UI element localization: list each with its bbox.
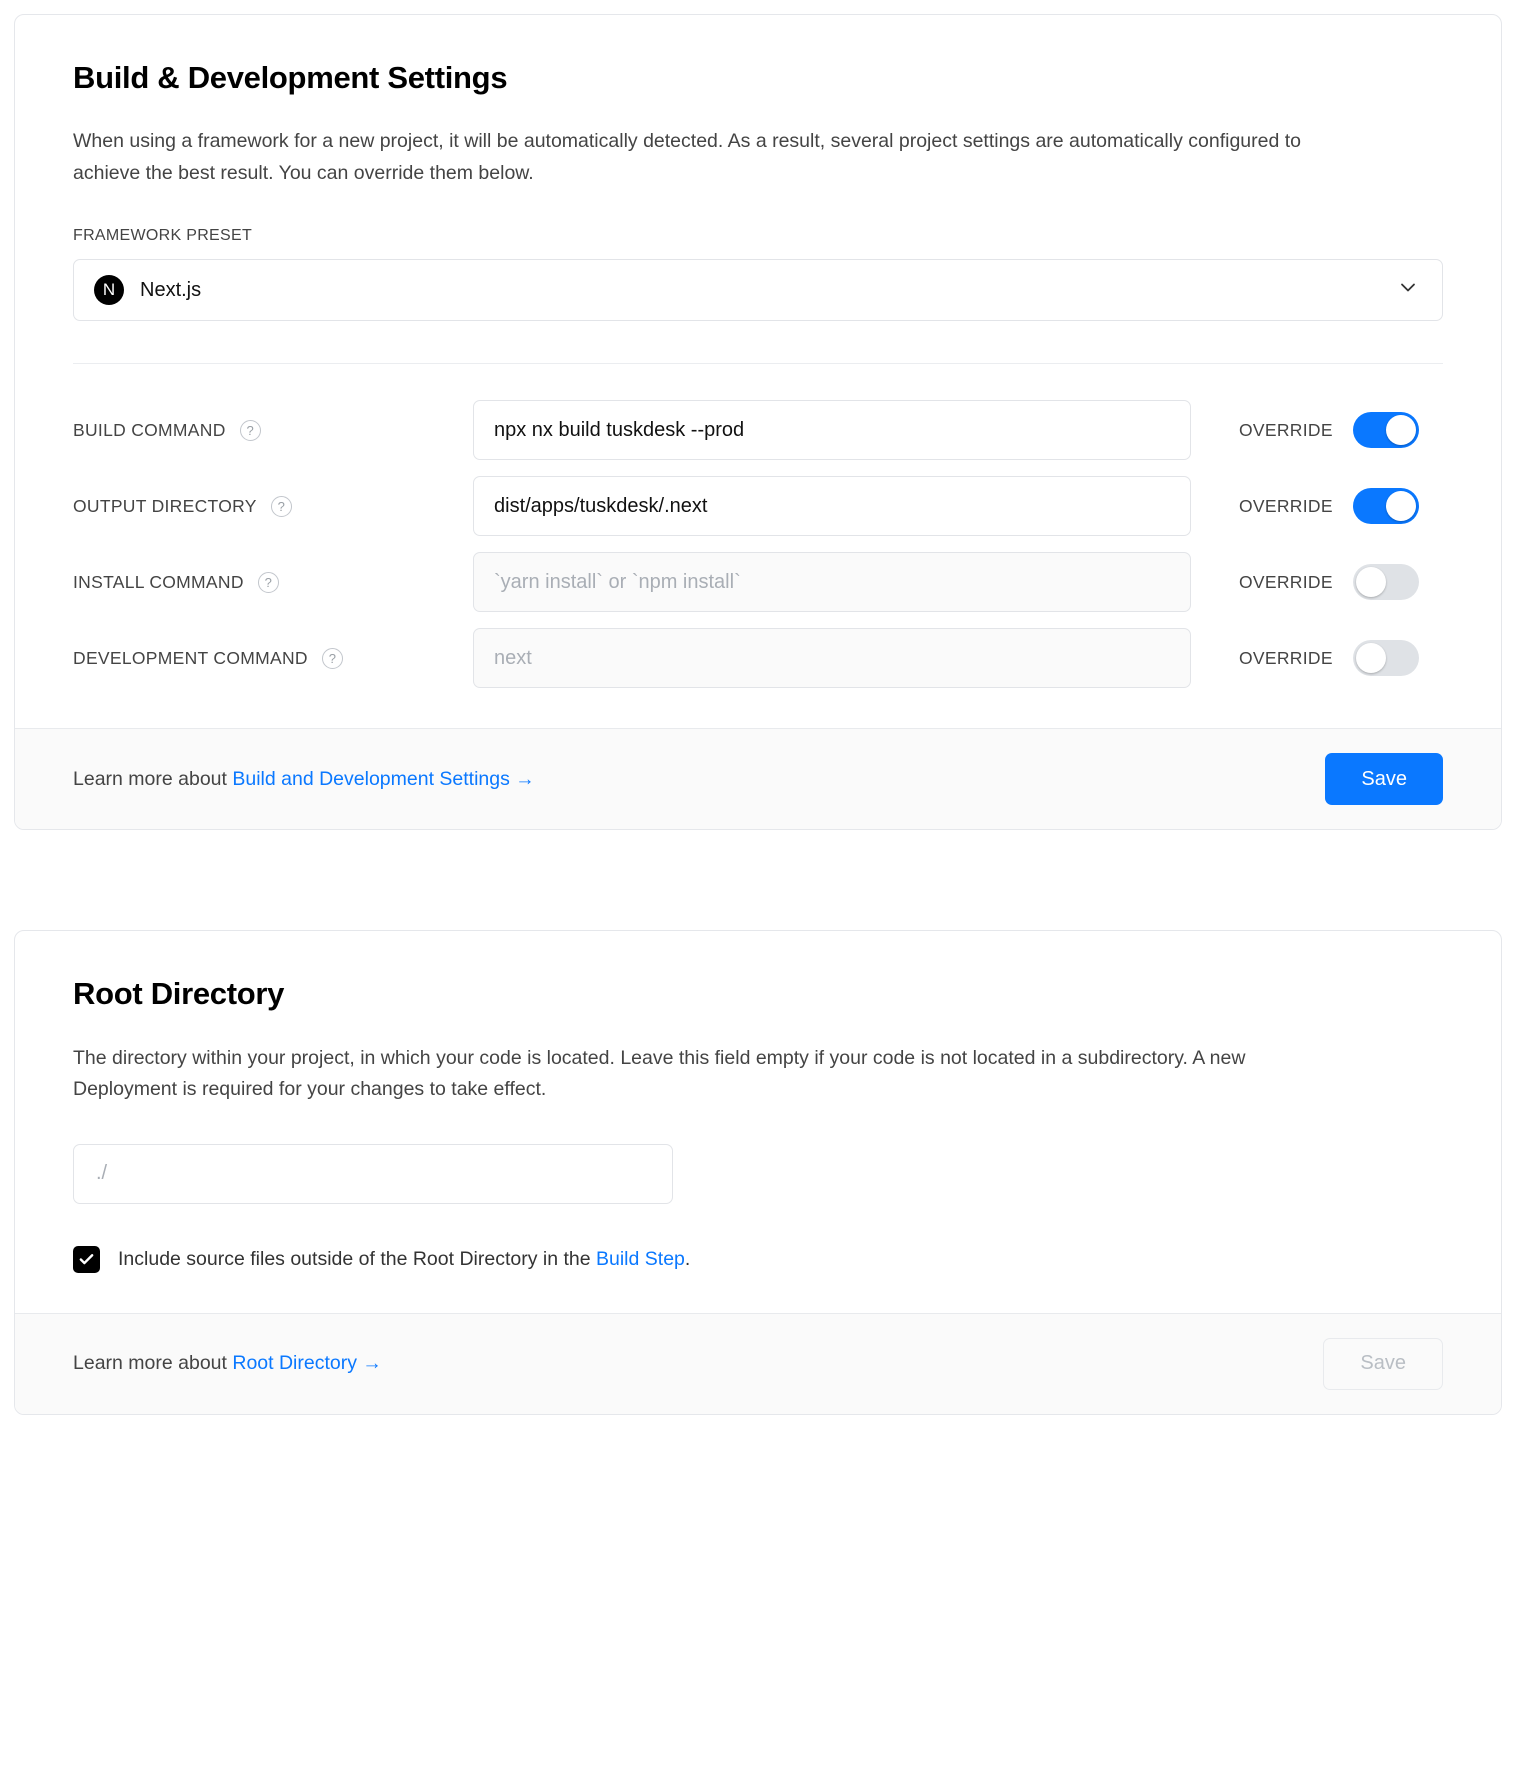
- toggle-knob: [1386, 491, 1416, 521]
- checkbox-text-after: .: [684, 1247, 691, 1270]
- build-command-override-toggle[interactable]: [1353, 412, 1419, 448]
- override-control: [1239, 564, 1419, 600]
- build-card-footer: [15, 728, 1501, 829]
- toggle-knob: [1386, 415, 1416, 445]
- build-save-button[interactable]: Save: [1325, 753, 1443, 805]
- install-command-input[interactable]: [473, 552, 1191, 612]
- settings-rows: [73, 400, 1443, 688]
- learn-more-prefix: Learn more about: [73, 1352, 233, 1375]
- help-circle-icon[interactable]: ?: [240, 420, 261, 441]
- framework-preset-label: FRAMEWORK PRESET: [73, 227, 253, 245]
- build-learn-more: [73, 768, 535, 791]
- development-command-override-toggle[interactable]: [1353, 640, 1419, 676]
- install-command-override-toggle[interactable]: [1353, 564, 1419, 600]
- root-learn-more: [73, 1352, 382, 1375]
- build-card-description: When using a framework for a new project, it will be automatically detected. As a result, several project settings are automatically configured to achieve the best result. You can override them below.: [73, 130, 1302, 184]
- include-source-files-checkbox[interactable]: [73, 1246, 100, 1273]
- root-directory-input[interactable]: [73, 1144, 673, 1204]
- override-label: OVERRIDE: [1239, 419, 1333, 440]
- build-command-input[interactable]: [473, 400, 1191, 460]
- setting-label: DEVELOPMENT COMMAND: [73, 647, 308, 668]
- learn-more-prefix: Learn more about: [73, 767, 233, 790]
- divider: [73, 363, 1443, 364]
- build-settings-link[interactable]: Build and Development Settings →: [232, 767, 535, 790]
- root-card-description: The directory within your project, in which your code is located. Leave this field empty if your code is not located in a subdirectory. A new Deployment is required for your changes to take effect.: [73, 1046, 1246, 1101]
- build-and-development-settings-card: [14, 14, 1502, 830]
- root-card-title: Root Directory: [73, 976, 285, 1012]
- override-control: [1239, 412, 1419, 448]
- setting-label: INSTALL COMMAND: [73, 571, 244, 592]
- build-step-link[interactable]: Build Step: [596, 1247, 685, 1270]
- include-source-files-row: [73, 1246, 1443, 1273]
- root-directory-card: [14, 930, 1502, 1414]
- setting-row-build-command: [73, 400, 1443, 460]
- row-label: [73, 572, 473, 593]
- row-label: [73, 420, 473, 441]
- override-label: OVERRIDE: [1239, 571, 1333, 592]
- nextjs-logo-icon: N: [94, 275, 124, 305]
- help-circle-icon[interactable]: ?: [258, 572, 279, 593]
- output-directory-input[interactable]: [473, 476, 1191, 536]
- toggle-knob: [1356, 643, 1386, 673]
- override-control: [1239, 488, 1419, 524]
- root-card-footer: [15, 1313, 1501, 1414]
- card-spacer: [14, 830, 1502, 930]
- help-circle-icon[interactable]: ?: [271, 496, 292, 517]
- setting-row-output-directory: [73, 476, 1443, 536]
- framework-preset-value: Next.js: [140, 278, 202, 301]
- setting-label: OUTPUT DIRECTORY: [73, 495, 257, 516]
- root-save-button[interactable]: Save: [1323, 1338, 1443, 1390]
- chevron-down-icon: [1396, 276, 1420, 305]
- override-label: OVERRIDE: [1239, 647, 1333, 668]
- output-directory-override-toggle[interactable]: [1353, 488, 1419, 524]
- override-label: OVERRIDE: [1239, 495, 1333, 516]
- setting-row-install-command: [73, 552, 1443, 612]
- row-label: [73, 648, 473, 669]
- setting-label: BUILD COMMAND: [73, 419, 226, 440]
- toggle-knob: [1356, 567, 1386, 597]
- check-icon: [78, 1251, 95, 1268]
- page-title: Build & Development Settings: [73, 60, 508, 95]
- help-circle-icon[interactable]: ?: [322, 648, 343, 669]
- development-command-input[interactable]: [473, 628, 1191, 688]
- setting-row-development-command: [73, 628, 1443, 688]
- framework-preset-select[interactable]: [73, 259, 1443, 321]
- build-card-body: [15, 15, 1501, 728]
- override-control: [1239, 640, 1419, 676]
- root-directory-link[interactable]: Root Directory →: [232, 1352, 382, 1375]
- checkbox-text-before: Include source files outside of the Root Directory in the: [118, 1247, 596, 1270]
- include-source-files-label: [118, 1248, 690, 1271]
- root-card-body: [15, 931, 1501, 1312]
- row-label: [73, 496, 473, 517]
